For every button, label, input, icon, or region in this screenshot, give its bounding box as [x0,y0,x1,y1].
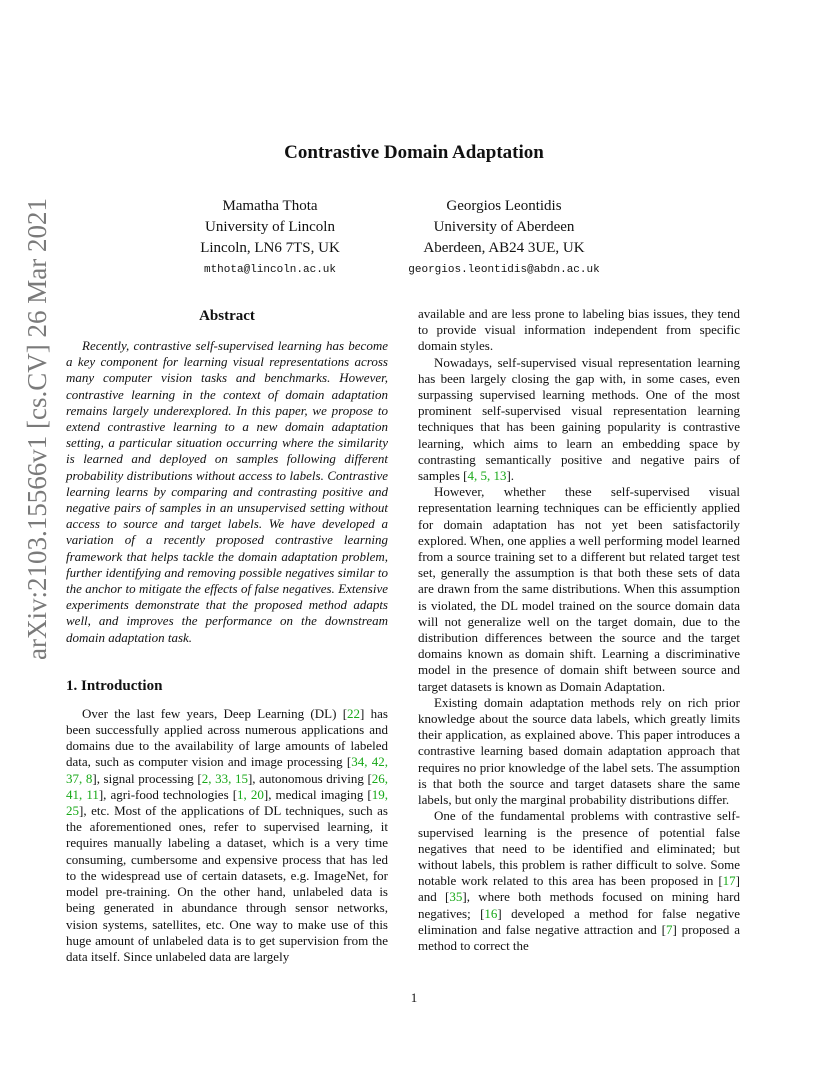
author-email[interactable]: georgios.leontidis@abdn.ac.uk [408,264,600,276]
citation-link[interactable]: 16 [484,905,498,921]
citation-link[interactable]: 1, 20 [237,786,264,802]
citation-link[interactable]: 7 [665,921,673,937]
page-number: 1 [410,990,418,1005]
paper-title: Contrastive Domain Adaptation [284,142,544,163]
abstract-heading: Abstract [199,308,255,324]
author-block-2 [394,196,614,281]
intro-paragraph-5: One of the fundamental problems with contrastive self-supervised learning is the presence of potential false negatives that need to be identified and eliminated; but without labels, this problem is rather difficult to solve. Some notable work related to this area has been proposed in [17] and [35], where both methods focused on mining hard negatives; [16] developed a method for false negative elimination and false negative attraction and [7] proposed a method to correct the [418,808,740,953]
author-email[interactable]: mthota@lincoln.ac.uk [203,264,337,276]
citation-link[interactable]: 35 [449,889,463,905]
author-block-1 [182,196,358,281]
arxiv-identifier: arXiv:2103.15566v1 [cs.CV] 26 Mar 2021 [22,198,52,660]
citation-link[interactable]: 4, 5, 13 [467,468,507,484]
author-affiliation: University of Aberdeen [433,219,575,235]
intro-paragraph-continued: available and are less prone to labeling bias issues, they tend to provide visual information independent from specific domain styles. [418,306,740,354]
left-column [66,306,388,965]
intro-paragraph-1: Over the last few years, Deep Learning (DL) [22] has been successfully applied across numerous applications and domains due to the availability of large amounts of labeled data, such as computer vision and image processing [34, 42, 37, 8], signal processing [2, 33, 15], autonomous driving [26, 41, 11], agri-food technologies [1, 20], medical imaging [19, 25], etc. Most of the applications of DL techniques, such as the aforementioned ones, refer to supervised learning, it requires manually labeling a dataset, which is a very time consuming, cumbersome and expensive process that has led to the widespread use of certain datasets, e.g. ImageNet, for model pre-training. On the other hand, unlabeled data is being generated in abundance through sensor networks, vision systems, satellites, etc. One way to make use of this huge amount of unlabeled data is to get supervision from the data itself. Since unlabeled data are largely [66,705,389,964]
citation-link[interactable]: 26, 41, 11 [66,770,389,802]
author-name: Mamatha Thota [222,198,318,214]
right-column [418,306,740,954]
author-address: Aberdeen, AB24 3UE, UK [423,240,585,256]
author-address: Lincoln, LN6 7TS, UK [200,240,340,256]
citation-link[interactable]: 17 [722,873,736,889]
citation-link[interactable]: 19, 25 [66,786,388,819]
author-affiliation: University of Lincoln [205,219,335,235]
introduction-heading: 1. Introduction [66,677,163,694]
intro-paragraph-3: However, whether these self-supervised visual representation learning techniques can be efficiently applied for domain adaptation has not yet been satisfactorily explored. When, one applies a well performing model learned from a source training set to a different but related target test set, generally the assumption is that both these sets of data are drawn from the same distributions. When this assumption is violated, the DL model trained on the source domain data will not generalize well on the target domain, due to the distribution differences between the source and the target domains known as domain shift. Learning a discriminative model in the presence of domain shift between source and target datasets is known as Domain Adaptation. [418,484,740,694]
citation-link[interactable]: 2, 33, 15 [201,770,248,786]
abstract-text: Recently, contrastive self-supervised learning has become a key component for learning visual representations across many computer vision tasks and benchmarks. However, contrastive learning in the context of domain adaptation remains largely underexplored. In this paper, we propose to extend contrastive learning to a new domain adaptation setting, a particular situation occurring where the similarity is learned and deployed on samples following different probability distributions without access to labels. Contrastive learning learns by comparing and contrasting positive and negative pairs of samples in an unsupervised setting without access to source and target labels. We have developed a variation of a recently proposed contrastive learning framework that helps tackle the domain adaptation problem, further identifying and removing possible negatives similar to the anchor to mitigate the effects of false negatives. Extensive experiments demonstrate that the proposed method adapts well, and improves the performance on the downstream domain adaptation task. [66,338,388,645]
citation-link[interactable]: 34, 42, 37, 8 [66,754,388,786]
intro-paragraph-2: Nowadays, self-supervised visual representation learning has been largely closing the gap with, in some cases, even surpassing supervised learning methods. One of the most prominent self-supervised visual representation learning techniques that has been gaining popularity is contrastive learning, which aims to learn an embedding space by contrasting semantically positive and negative pairs of samples [4, 5, 13]. [418,354,740,484]
intro-paragraph-4: Existing domain adaptation methods rely on rich prior knowledge about the source data labels, which greatly limits their application, as explained above. This paper introduces a contrastive learning based domain adaptation approach that requires no prior knowledge of the label sets. The assumption is that both the source and target datasets share the same labels, but only the marginal probability distributions differ. [418,694,740,808]
citation-link[interactable]: 22 [347,705,361,721]
author-name: Georgios Leontidis [446,198,562,214]
